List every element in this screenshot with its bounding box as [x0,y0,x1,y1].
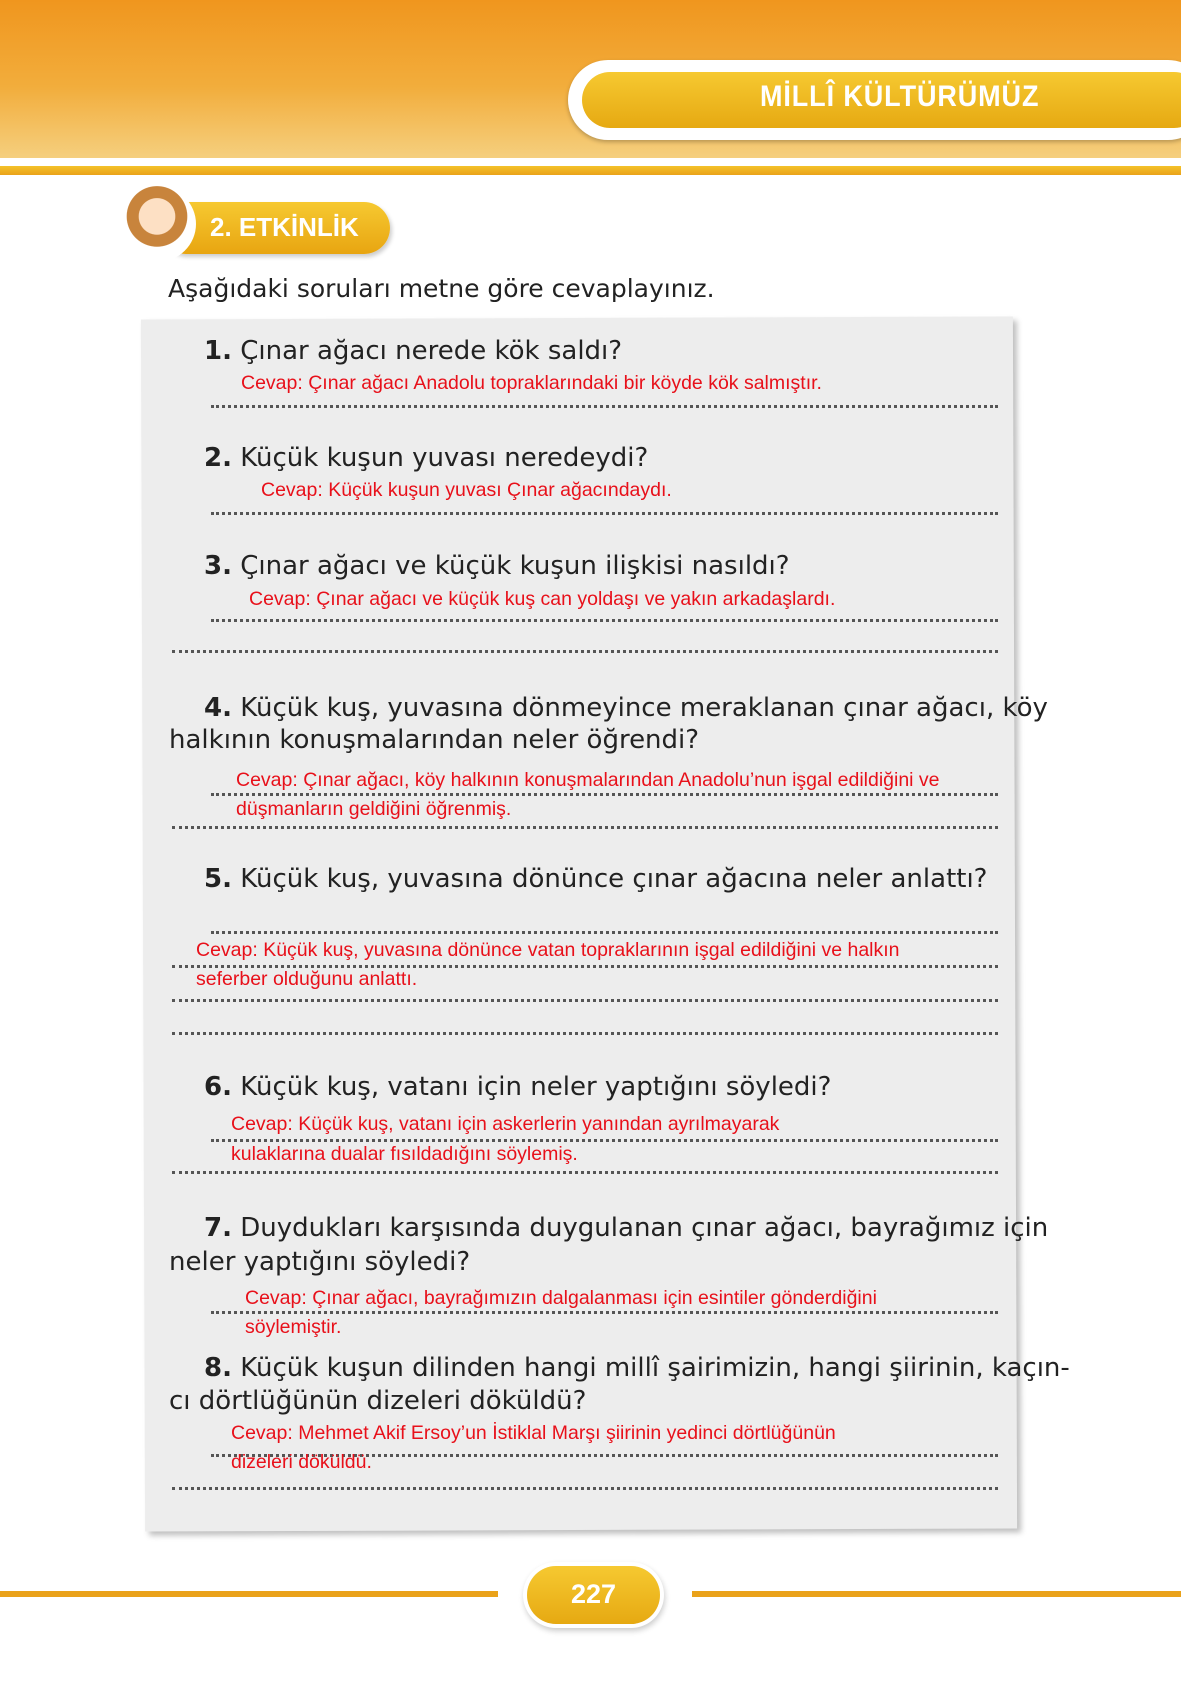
footer-line-left [0,1591,498,1597]
girl-writing-illustration [118,186,196,262]
question-4-line-2: halkının konuşmalarından neler öğrendi? [169,725,700,755]
question-4: 4. Küçük kuş, yuvasına dönmeyince meraklanan çınar ağacı, köy [204,693,1048,723]
answer-line [172,826,998,829]
answer-line [211,1311,998,1314]
answer-7-line-2: söylemiştir. [245,1316,342,1338]
answer-line [211,793,998,796]
answer-line [172,1171,998,1174]
answer-line [211,619,998,622]
answer-line [172,650,998,653]
question-1: 1. Çınar ağacı nerede kök saldı? [204,336,623,366]
answer-5: Cevap: Küçük kuş, yuvasına dönünce vatan topraklarının işgal edildiğini ve halkın [196,939,900,961]
answer-line [172,1487,998,1490]
answer-line [211,1139,998,1142]
answer-line [211,512,998,515]
header-divider-orange [0,166,1181,175]
answer-4: Cevap: Çınar ağacı, köy halkının konuşmalarından Anadolu’nun işgal edildiğini ve [236,769,940,791]
answer-2: Cevap: Küçük kuşun yuvası Çınar ağacındaydı. [261,479,672,501]
question-3: 3. Çınar ağacı ve küçük kuşun ilişkisi nasıldı? [204,551,790,581]
instruction: Aşağıdaki soruları metne göre cevaplayınız. [168,274,715,303]
answer-7: Cevap: Çınar ağacı, bayrağımızın dalgalanması için esintiler gönderdiğini [245,1287,877,1309]
answer-6-line-2: kulaklarına dualar fısıldadığını söylemiş. [231,1143,578,1165]
question-5: 5. Küçük kuş, yuvasına dönünce çınar ağacına neler anlattı? [204,864,988,894]
answer-line [172,1032,998,1035]
footer-line-right [692,1591,1181,1597]
answer-3: Cevap: Çınar ağacı ve küçük kuş can yoldaşı ve yakın arkadaşlardı. [249,588,836,610]
answer-8-line-2: dizeleri döküldü. [231,1451,372,1473]
answer-8: Cevap: Mehmet Akif Ersoy’un İstiklal Marşı şiirinin yedinci dörtlüğünün [231,1422,836,1444]
page-number: 227 [570,1579,617,1609]
unit-title: MİLLÎ KÜLTÜRÜMÜZ [760,80,1040,113]
answer-line [211,405,998,408]
question-2: 2. Küçük kuşun yuvası neredeydi? [204,443,649,473]
question-6: 6. Küçük kuş, vatanı için neler yaptığını söyledi? [204,1072,832,1102]
question-7: 7. Duydukları karşısında duygulanan çınar ağacı, bayrağımız için [204,1213,1049,1243]
activity-label: 2. ETKİNLİK [210,212,359,242]
answer-5-line-2: seferber olduğunu anlattı. [196,968,418,990]
answer-4-line-2: düşmanların geldiğini öğrenmiş. [236,798,512,820]
question-8: 8. Küçük kuşun dilinden hangi millî şairimizin, hangi şiirinin, kaçın- [204,1353,1070,1383]
question-8-line-2: cı dörtlüğünün dizeleri döküldü? [169,1386,587,1416]
answer-1: Cevap: Çınar ağacı Anadolu topraklarındaki bir köyde kök salmıştır. [241,372,822,394]
question-7-line-2: neler yaptığını söyledi? [169,1247,471,1277]
answer-line [172,999,998,1002]
answer-6: Cevap: Küçük kuş, vatanı için askerlerin yanından ayrılmayarak [231,1113,780,1135]
answer-line [211,931,998,934]
